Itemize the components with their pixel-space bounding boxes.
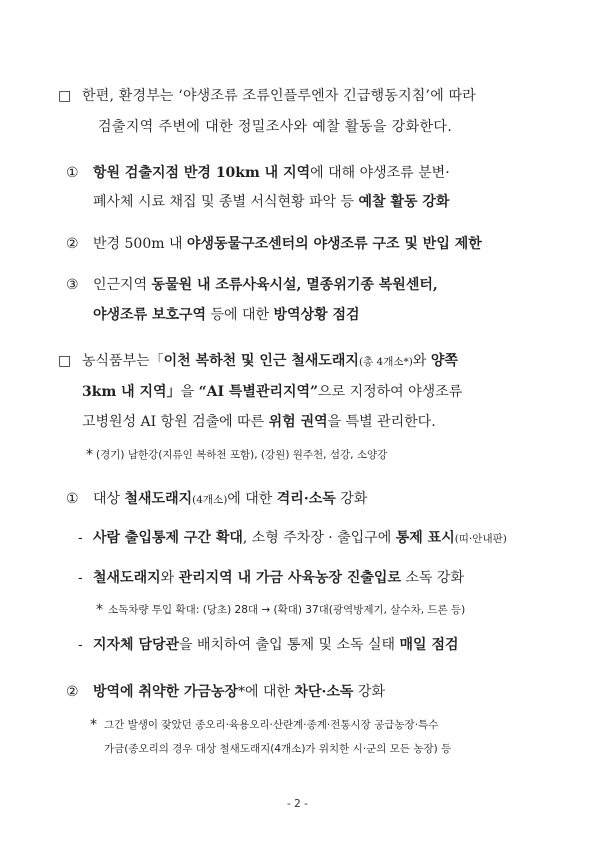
square-bullet: □ <box>58 353 72 369</box>
square-bullet: □ <box>58 88 72 104</box>
footnote-star: * <box>96 602 103 618</box>
text: 농식품부는「 <box>82 353 164 369</box>
footnote: 가금(종오리의 경우 대상 철새도래지(4개소)가 위치한 시·군의 모든 농장) 등 <box>104 743 452 755</box>
small-text: (4개소) <box>192 494 228 506</box>
dash-bullet: - <box>78 637 83 653</box>
bold-text: 지자체 담당관 <box>93 637 180 653</box>
text: 으로 지정하여 야생조류 <box>318 384 463 400</box>
bold-text: 철새도래지 <box>124 491 193 507</box>
text: *에 대한 <box>238 684 295 700</box>
text: 등에 대한 <box>206 307 274 323</box>
text: 반경 500m 내 <box>93 236 187 252</box>
footnote: 소독차량 투입 확대: (당초) 28대 → (확대) 37대(광역방제기, 살수차, 드론 등) <box>108 604 466 616</box>
list-item-continuation <box>93 193 449 211</box>
bold-text: 예찰 활동 강화 <box>358 194 450 210</box>
item-number: ② <box>66 684 79 700</box>
page-number: - 2 - <box>287 798 308 810</box>
small-text: (띠·안내판) <box>454 533 507 545</box>
bold-text: 야생조류 보호구역 <box>93 307 207 323</box>
bold-text: 격리·소독 <box>276 491 336 507</box>
text: 폐사체 시료 채집 및 종별 서식현황 파악 등 <box>93 194 359 210</box>
bold-text: 사람 출입통제 구간 확대 <box>93 530 243 546</box>
sub-item <box>93 529 507 548</box>
text: 고병원성 AI 항원 검출에 따른 <box>82 414 269 430</box>
paragraph-line: 한편, 환경부는 ‘야생조류 조류인플루엔자 긴급행동지침’에 따라 <box>82 88 477 104</box>
bold-text: 철새도래지 <box>93 570 161 586</box>
text: 소독 강화 <box>400 570 464 586</box>
text: 강화 <box>335 491 368 507</box>
bold-text: 차단·소독 <box>294 684 354 700</box>
text: 을 특별 관리한다. <box>327 414 436 430</box>
text: 인근지역 <box>93 277 152 293</box>
bold-text: 3km 내 지역」 <box>82 384 181 400</box>
bold-text: 야생동물구조센터의 야생조류 구조 및 반입 제한 <box>186 236 482 252</box>
item-number: ② <box>66 236 79 252</box>
footnote-star: * <box>90 717 97 733</box>
bold-text: 동물원 내 조류사육시설, 멸종위기종 복원센터, <box>151 277 438 293</box>
list-item <box>93 164 450 182</box>
small-text: (총 4개소*) <box>358 356 413 368</box>
text: 대상 <box>93 491 125 507</box>
text: 에 대한 <box>227 491 277 507</box>
text: 을 <box>180 384 199 400</box>
sub-item <box>93 569 464 587</box>
bold-text: 이천 복하천 및 인근 철새도래지 <box>163 353 359 369</box>
bold-text: “AI 특별관리지역” <box>198 384 319 400</box>
footnote-star: * <box>86 447 93 463</box>
dash-bullet: - <box>78 530 83 546</box>
paragraph-line: 검출지역 주변에 대한 정밀조사와 예찰 활동을 강화한다. <box>98 119 453 135</box>
list-item-continuation <box>93 306 360 324</box>
dash-bullet: - <box>78 570 83 586</box>
paragraph-line <box>82 352 458 371</box>
text: , 소형 주차장 · 출입구에 <box>242 530 396 546</box>
bold-text: 위험 권역 <box>268 414 328 430</box>
paragraph-line <box>82 413 436 431</box>
text: 을 배치하여 출입 통제 및 소독 실태 <box>179 637 400 653</box>
list-item <box>93 490 367 509</box>
footnote: 그간 발생이 잦았던 종오리·육용오리·산란계·종계·전통시장 공급농장·특수 <box>104 719 439 731</box>
bold-text: 매일 점검 <box>399 637 459 653</box>
bold-text: 항원 검출지점 반경 10km 내 지역 <box>93 165 311 181</box>
bold-text: 통제 표시 <box>395 530 455 546</box>
list-item <box>93 683 385 701</box>
bold-text: 방역에 취약한 가금농장 <box>93 684 238 700</box>
list-item <box>93 276 438 294</box>
item-number: ③ <box>66 277 79 293</box>
text: 와 <box>412 353 431 369</box>
bold-text: 양쪽 <box>430 353 458 369</box>
footnote: (경기) 남한강(지류인 복하천 포함), (강원) 원주천, 섬강, 소양강 <box>96 449 388 461</box>
list-item <box>93 235 482 253</box>
text: 와 <box>160 570 179 586</box>
item-number: ① <box>66 165 79 181</box>
bold-text: 관리지역 내 가금 사육농장 진출입로 <box>178 570 401 586</box>
bold-text: 방역상황 점검 <box>273 307 360 323</box>
text: 강화 <box>353 684 385 700</box>
paragraph-line <box>82 383 462 401</box>
sub-item <box>93 636 459 654</box>
item-number: ① <box>66 491 79 507</box>
text: 에 대해 야생조류 분변· <box>310 165 450 181</box>
